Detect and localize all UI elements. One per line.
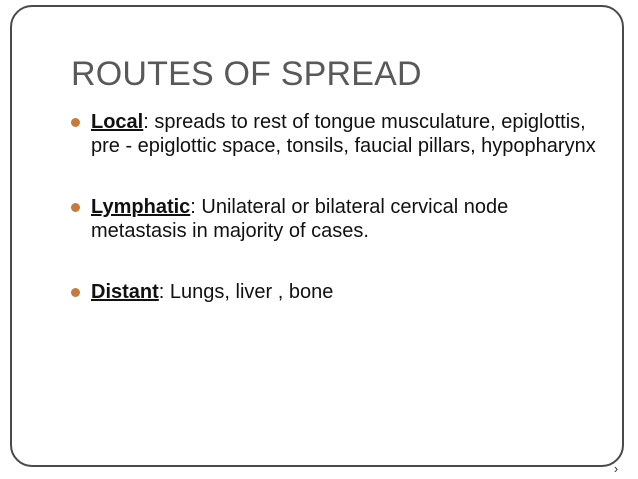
- bullet-item-lymphatic: [71, 195, 601, 243]
- bullet-term: Distant: [91, 281, 159, 303]
- bullet-icon: [71, 118, 80, 127]
- bullet-item-local: [71, 110, 601, 158]
- bullet-item-distant: [71, 280, 601, 304]
- bullet-term: Local: [91, 111, 144, 133]
- bullet-list: [71, 110, 601, 304]
- bullet-text: : spreads to rest of tongue musculature, epiglottis, pre - epiglottic space, tonsils, faucial pillars, hypopharynx: [91, 111, 596, 157]
- bullet-icon: [71, 203, 80, 212]
- slide-title: ROUTES OF SPREAD: [71, 55, 422, 93]
- slide-nav-icon[interactable]: ›: [613, 461, 619, 476]
- bullet-text: : Lungs, liver , bone: [158, 281, 334, 303]
- bullet-term: Lymphatic: [91, 196, 191, 218]
- bullet-icon: [71, 288, 80, 297]
- bullet-text: : Unilateral or bilateral cervical node metastasis in majority of cases.: [91, 196, 509, 242]
